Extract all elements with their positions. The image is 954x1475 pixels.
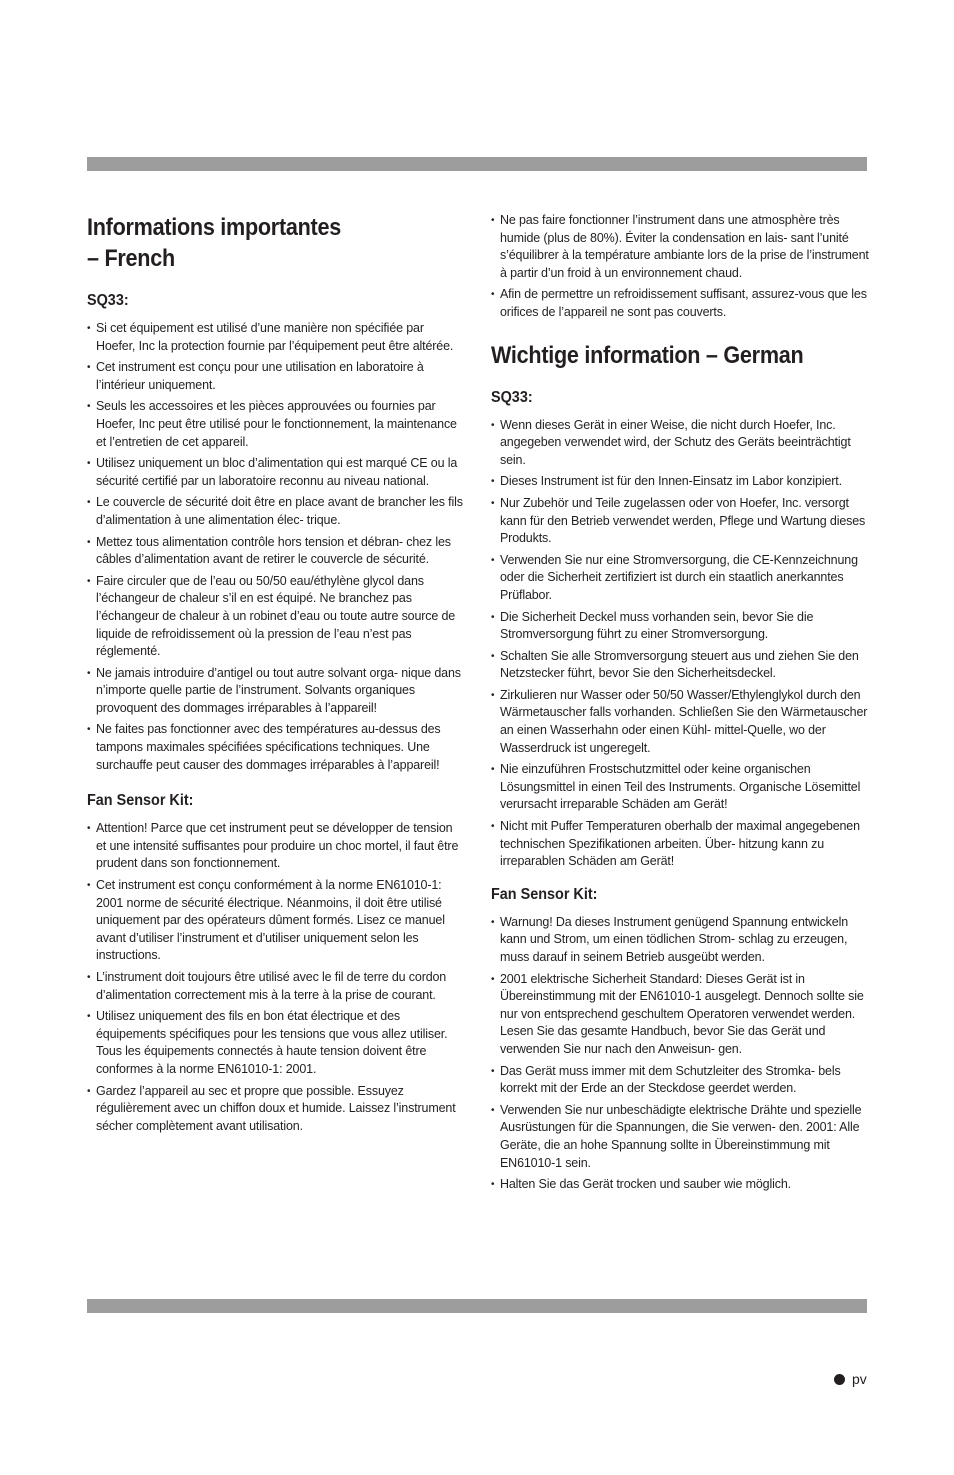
list-item: • Utilisez uniquement des fils en bon état électrique et des équipements spécifiques pour les tensions que vous allez utiliser. Tous les équipements connectés à haute tension doivent être conformes à la norme EN61010-1: 2001. bbox=[87, 1008, 465, 1078]
german-title: Wichtige information – German bbox=[491, 341, 804, 369]
french-sq33-list bbox=[87, 320, 465, 774]
page-footer bbox=[834, 1370, 867, 1388]
bullet-dot-icon bbox=[834, 1374, 845, 1385]
french-title: Informations importantes – French bbox=[87, 214, 341, 272]
list-item: • Ne pas faire fonctionner l’instrument dans une atmosphère très humide (plus de 80%). Éviter la condensation en lais- sant l’unité s’équilibrer à la température ambiante lors de la prise de l’instrument à partir d’un froid à un environnement chaud. bbox=[491, 212, 869, 282]
right-column bbox=[491, 212, 869, 1198]
list-item: • Seuls les accessoires et les pièces approuvées ou fournies par Hoefer, Inc peut être utilisé pour le fonctionnement, la maintenance et l’entretien de cet appareil. bbox=[87, 398, 465, 451]
list-item: • Afin de permettre un refroidissement suffisant, assurez-vous que les orifices de l’appareil ne sont pas couverts. bbox=[491, 286, 869, 321]
left-column bbox=[87, 212, 465, 1139]
german-fan-list bbox=[491, 914, 869, 1194]
list-item: • Verwenden Sie nur unbeschädigte elektrische Drähte und spezielle Ausrüstungen für die Spannungen, die Sie verwen- den. 2001: Alle Geräte, die an hohe Spannung sollte in Übereinstimmung mit EN61010-1 sein. bbox=[491, 1102, 869, 1172]
list-item: • Das Gerät muss immer mit dem Schutzleiter des Stromka- bels korrekt mit der Erde an der Steckdose geerdet werden. bbox=[491, 1063, 869, 1098]
german-sq33-list bbox=[491, 417, 869, 871]
list-item: • Si cet équipement est utilisé d’une manière non spécifiée par Hoefer, Inc la protection fournie par l’équipement peut être altérée. bbox=[87, 320, 465, 355]
french-sq33-heading: SQ33: bbox=[87, 292, 129, 309]
list-item: • Zirkulieren nur Wasser oder 50/50 Wasser/Ethylenglykol durch den Wärmetauscher falls vorhanden. Schließen Sie den Wärmetauscher an einen Wasserhahn oder einen Kühl- mittel-Quelle, wo der Wasserdruck ist ungeregelt. bbox=[491, 687, 869, 757]
list-item: • Nicht mit Puffer Temperaturen oberhalb der maximal angegebenen technischen Spezifikationen arbeiten. Über- hitzung kann zu irreparablen Schäden am Gerät! bbox=[491, 818, 869, 871]
list-item: • Utilisez uniquement un bloc d’alimentation qui est marqué CE ou la sécurité certifié par un laboratoire reconnu au niveau national. bbox=[87, 455, 465, 490]
list-item: • Cet instrument est conçu pour une utilisation en laboratoire à l’intérieur uniquement. bbox=[87, 359, 465, 394]
list-item: • Nur Zubehör und Teile zugelassen oder von Hoefer, Inc. versorgt kann für den Betrieb verwendet werden, Pflege und Wartung dieses Produkts. bbox=[491, 495, 869, 548]
german-sq33-heading: SQ33: bbox=[491, 388, 533, 406]
list-item: • Halten Sie das Gerät trocken und sauber wie möglich. bbox=[491, 1176, 869, 1194]
list-item: • Die Sicherheit Deckel muss vorhanden sein, bevor Sie die Stromversorgung führt zu einer Stromversorgung. bbox=[491, 609, 869, 644]
list-item: • Wenn dieses Gerät in einer Weise, die nicht durch Hoefer, Inc. angegeben verwendet wird, der Schutz des Geräts beeinträchtigt sein. bbox=[491, 417, 869, 470]
list-item: • Gardez l’appareil au sec et propre que possible. Essuyez régulièrement avec un chiffon doux et humide. Laissez l’instrument sécher complètement avant utilisation. bbox=[87, 1083, 465, 1136]
list-item: • Attention! Parce que cet instrument peut se développer de tension et une intensité suffisantes pour produire un choc mortel, il faut être prudent dans son fonctionnement. bbox=[87, 820, 465, 873]
list-item: • 2001 elektrische Sicherheit Standard: Dieses Gerät ist in Übereinstimmung mit der EN61010-1 ausgelegt. Dennoch sollte sie nur von entsprechend geschultem Operatoren verwendet werden. Lesen Sie das gesamte Handbuch, bevor Sie das Gerät und verwenden Sie nur nach den Anweisun- gen. bbox=[491, 971, 869, 1059]
list-item: • Verwenden Sie nur eine Stromversorgung, die CE-Kennzeichnung oder die Sicherheit zertifiziert ist durch ein staatlich anerkanntes Prüflabor. bbox=[491, 552, 869, 605]
list-item: • Cet instrument est conçu conformément à la norme EN61010-1: 2001 norme de sécurité électrique. Néanmoins, il doit être utilisé uniquement par des opérateurs dûment formés. Lisez ce manuel avant d’utiliser l’instrument et d’utiliser uniquement selon les instructions. bbox=[87, 877, 465, 965]
bottom-rule bbox=[87, 1299, 867, 1313]
list-item: • Mettez tous alimentation contrôle hors tension et débran- chez les câbles d’alimentation avant de retirer le couvercle de sécurité. bbox=[87, 534, 465, 569]
list-item: • Dieses Instrument ist für den Innen-Einsatz im Labor konzipiert. bbox=[491, 473, 869, 491]
list-item: • L’instrument doit toujours être utilisé avec le fil de terre du cordon d’alimentation correctement mis à la terre à la prise de courant. bbox=[87, 969, 465, 1004]
french-continued-list bbox=[491, 212, 869, 322]
list-item: • Schalten Sie alle Stromversorgung steuert aus und ziehen Sie den Netzstecker führt, bevor Sie den Sicherheitsdeckel. bbox=[491, 648, 869, 683]
list-item: • Faire circuler que de l’eau ou 50/50 eau/éthylène glycol dans l’échangeur de chaleur s’il en est équipé. Ne branchez pas l’échangeur de chaleur à un robinet d’eau ou toute autre source de liquide de refroidissement où la pression de l’eau n’est pas réglementé. bbox=[87, 573, 465, 661]
french-fan-list bbox=[87, 820, 465, 1135]
top-rule bbox=[87, 157, 867, 171]
list-item: • Le couvercle de sécurité doit être en place avant de brancher les fils d’alimentation à une alimentation élec- trique. bbox=[87, 494, 465, 529]
page-number: pv bbox=[852, 1371, 867, 1387]
list-item: • Nie einzuführen Frostschutzmittel oder keine organischen Lösungsmittel in einen Teil des Instruments. Organische Lösemittel verursacht irreparable Schäden am Gerät! bbox=[491, 761, 869, 814]
french-fan-heading: Fan Sensor Kit: bbox=[87, 792, 194, 810]
list-item: • Warnung! Da dieses Instrument genügend Spannung entwickeln kann und Strom, um einen tödlichen Strom- schlag zu erzeugen, muss darauf in seinem Betrieb ausgeübt werden. bbox=[491, 914, 869, 967]
german-fan-heading: Fan Sensor Kit: bbox=[491, 885, 598, 903]
list-item: • Ne faites pas fonctionner avec des températures au-dessus des tampons maximales spécifiées spécifications techniques. Une surchauffe peut causer des dommages irréparables à l’appareil! bbox=[87, 721, 465, 774]
list-item: • Ne jamais introduire d’antigel ou tout autre solvant orga- nique dans n’importe quelle partie de l’instrument. Solvants organiques provoquent des dommages irréparables à l’appareil! bbox=[87, 665, 465, 718]
